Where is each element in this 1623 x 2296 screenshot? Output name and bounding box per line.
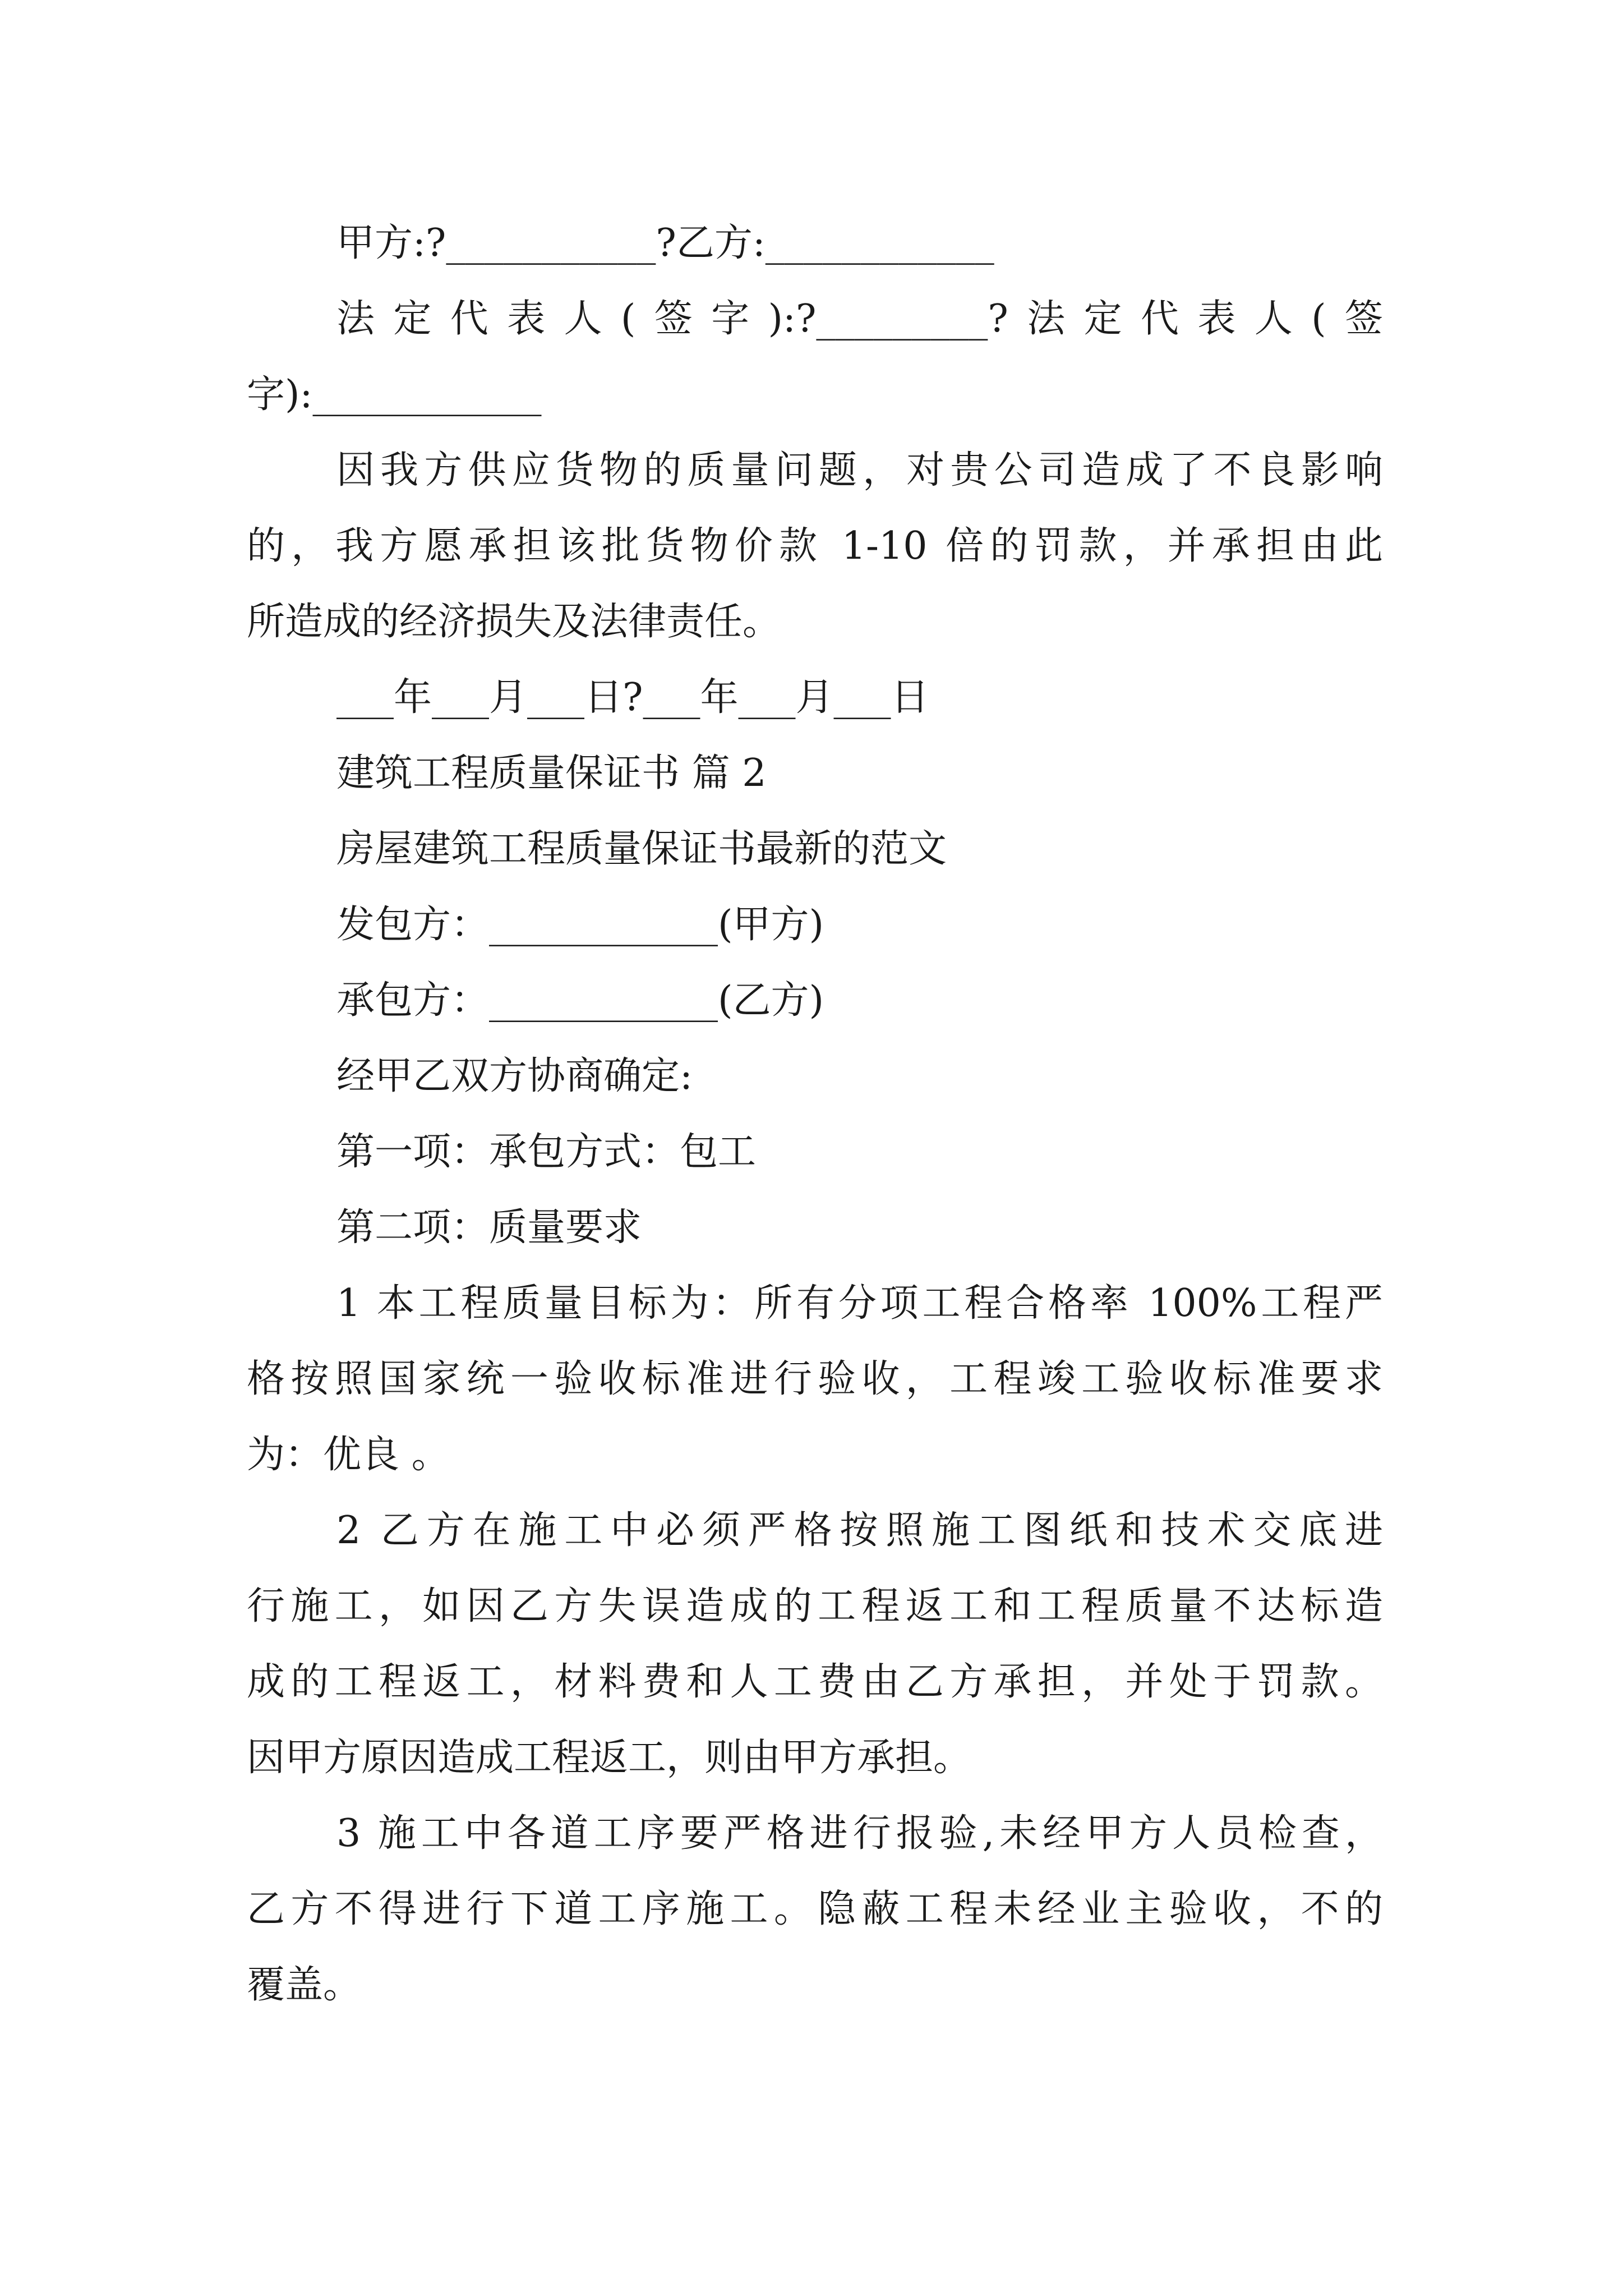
clause-1-line-2: 格按照国家统一验收标准进行验收，工程竣工验收标准要求 xyxy=(247,1357,1383,1401)
section-title-2: 建筑工程质量保证书 篇 2 xyxy=(336,751,767,795)
clause-3-line-3: 覆盖。 xyxy=(247,1963,362,2007)
signature-party-line: 甲方:?___________?乙方:____________ xyxy=(336,221,994,265)
clause-3-line-1: 3 施工中各道工序要严格进行报验,未经甲方人员检查， xyxy=(336,1811,1383,1856)
paragraph-quality-issue-1: 因我方供应货物的质量问题，对贵公司造成了不良影响 xyxy=(336,448,1383,493)
clause-1-line-1: 1 本工程质量目标为：所有分项工程合格率 100%工程严 xyxy=(336,1281,1383,1326)
item-1-contract-method: 第一项：承包方式：包工 xyxy=(336,1130,757,1174)
date-line: ___年___月___日?___年___月___日 xyxy=(336,675,929,720)
clause-2-line-1: 2 乙方在施工中必须严格按照施工图纸和技术交底进 xyxy=(336,1508,1383,1553)
item-2-quality-requirements: 第二项：质量要求 xyxy=(336,1205,642,1250)
clause-2-line-4: 因甲方原因造成工程返工，则由甲方承担。 xyxy=(247,1736,972,1780)
paragraph-quality-issue-2: 的，我方愿承担该批货物价款 1-10 倍的罚款，并承担由此 xyxy=(247,524,1383,568)
clause-2-line-3: 成的工程返工，材料费和人工费由乙方承担，并处于罚款。 xyxy=(247,1660,1383,1704)
agreement-intro: 经甲乙双方协商确定: xyxy=(336,1054,693,1098)
legal-representative-line: 法定代表人(签字):?_________?法定代表人(签 xyxy=(336,297,1383,341)
clause-3-line-2: 乙方不得进行下道工序施工。隐蔽工程未经业主验收，不的 xyxy=(247,1887,1383,1931)
legal-representative-line-cont: 字):____________ xyxy=(247,372,542,417)
document-subtitle: 房屋建筑工程质量保证书最新的范文 xyxy=(336,827,947,871)
employer-line: 发包方：____________(甲方) xyxy=(336,903,824,947)
contractor-line: 承包方：____________(乙方) xyxy=(336,978,824,1023)
clause-1-line-3: 为：优良 。 xyxy=(247,1433,450,1477)
clause-2-line-2: 行施工，如因乙方失误造成的工程返工和工程质量不达标造 xyxy=(247,1584,1383,1628)
paragraph-quality-issue-3: 所造成的经济损失及法律责任。 xyxy=(247,600,781,644)
